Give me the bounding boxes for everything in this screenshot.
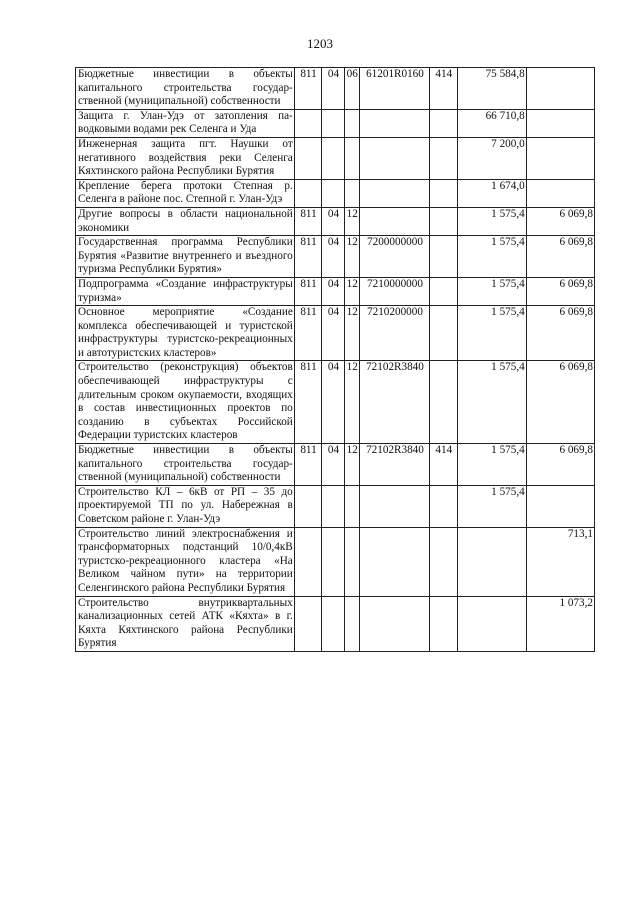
expense-type-code	[430, 485, 457, 527]
subsection-code	[344, 596, 359, 651]
subsection-code	[344, 137, 359, 179]
subsection-code: 06	[344, 68, 359, 110]
amount-year-2: 6 069,8	[526, 277, 594, 305]
expense-type-code	[430, 596, 457, 651]
expense-type-code	[430, 109, 457, 137]
amount-year-2: 6 069,8	[526, 207, 594, 235]
expense-type-code	[430, 179, 457, 207]
section-code: 04	[322, 277, 344, 305]
table-row	[76, 277, 595, 305]
table-row	[76, 596, 595, 651]
expense-type-code: 414	[430, 68, 457, 110]
grbs-code	[294, 109, 321, 137]
budget-table	[75, 67, 595, 652]
table-row	[76, 306, 595, 361]
target-article-code	[359, 109, 429, 137]
subsection-code	[344, 109, 359, 137]
target-article-code	[359, 527, 429, 596]
section-code	[322, 137, 344, 179]
target-article-code: 7210000000	[359, 277, 429, 305]
amount-year-1: 1 575,4	[457, 236, 526, 278]
target-article-code: 61201R0160	[359, 68, 429, 110]
grbs-code: 811	[294, 444, 321, 486]
section-code: 04	[322, 444, 344, 486]
amount-year-1	[457, 527, 526, 596]
amount-year-2	[526, 68, 594, 110]
expense-type-code	[430, 277, 457, 305]
item-name: Подпрограмма «Создание инфраструктуры туризма»	[76, 277, 295, 305]
expense-type-code	[430, 236, 457, 278]
expense-type-code	[430, 361, 457, 444]
grbs-code	[294, 527, 321, 596]
amount-year-1: 1 575,4	[457, 306, 526, 361]
amount-year-1: 7 200,0	[457, 137, 526, 179]
grbs-code: 811	[294, 68, 321, 110]
item-name: Бюджетные инвестиции в объекты капитального строительства государственной (муниципальной) собственности	[76, 68, 295, 110]
target-article-code: 7200000000	[359, 236, 429, 278]
target-article-code	[359, 137, 429, 179]
grbs-code: 811	[294, 361, 321, 444]
amount-year-2	[526, 179, 594, 207]
amount-year-2: 6 069,8	[526, 444, 594, 486]
page-number: 1203	[307, 36, 333, 51]
section-code: 04	[322, 236, 344, 278]
item-name: Крепление берега протоки Степная р. Селенга в районе пос. Степной г. Улан-Удэ	[76, 179, 295, 207]
item-name: Государственная программа Республики Бурятия «Развитие внутреннего и въездного туризма Республики Бурятия»	[76, 236, 295, 278]
amount-year-2: 713,1	[526, 527, 594, 596]
table-row	[76, 236, 595, 278]
table-row	[76, 485, 595, 527]
grbs-code: 811	[294, 306, 321, 361]
subsection-code: 12	[344, 444, 359, 486]
section-code	[322, 109, 344, 137]
amount-year-1	[457, 596, 526, 651]
section-code: 04	[322, 68, 344, 110]
section-code	[322, 527, 344, 596]
amount-year-2	[526, 109, 594, 137]
amount-year-2: 6 069,8	[526, 361, 594, 444]
subsection-code: 12	[344, 277, 359, 305]
expense-type-code: 414	[430, 444, 457, 486]
amount-year-1: 75 584,8	[457, 68, 526, 110]
section-code: 04	[322, 306, 344, 361]
amount-year-2	[526, 137, 594, 179]
item-name: Защита г. Улан-Удэ от затопления паводковыми водами рек Селенга и Уда	[76, 109, 295, 137]
subsection-code: 12	[344, 306, 359, 361]
item-name: Строительство линий электроснабжения и трансформаторных подстанций 10/0,4кВ туристско-рекреационного кластера «На Великом чайном пути» на территории Селенгинского района Республики Бурятия	[76, 527, 295, 596]
subsection-code: 12	[344, 236, 359, 278]
grbs-code	[294, 179, 321, 207]
amount-year-2: 6 069,8	[526, 306, 594, 361]
amount-year-1: 1 674,0	[457, 179, 526, 207]
section-code	[322, 485, 344, 527]
item-name: Бюджетные инвестиции в объекты капитального строительства государственной (муниципальной) собственности	[76, 444, 295, 486]
amount-year-2: 6 069,8	[526, 236, 594, 278]
target-article-code	[359, 485, 429, 527]
subsection-code: 12	[344, 207, 359, 235]
item-name: Строительство (реконструкция) объектов обеспечивающей инфраструктуры с длительным сроком окупаемости, входящих в состав инвестиционных проектов по созданию в субъектах Российской Федерации туристских кластеров	[76, 361, 295, 444]
target-article-code: 72102R3840	[359, 444, 429, 486]
table-row	[76, 179, 595, 207]
item-name: Строительство внутриквартальных канализационных сетей АТК «Кяхта» в г. Кяхта Кяхтинского района Республики Бурятия	[76, 596, 295, 651]
amount-year-1: 1 575,4	[457, 277, 526, 305]
expense-type-code	[430, 527, 457, 596]
target-article-code: 7210200000	[359, 306, 429, 361]
amount-year-1: 1 575,4	[457, 485, 526, 527]
section-code: 04	[322, 361, 344, 444]
expense-type-code	[430, 137, 457, 179]
expense-type-code	[430, 207, 457, 235]
target-article-code	[359, 179, 429, 207]
amount-year-2: 1 073,2	[526, 596, 594, 651]
amount-year-1: 1 575,4	[457, 444, 526, 486]
section-code: 04	[322, 207, 344, 235]
target-article-code: 72102R3840	[359, 361, 429, 444]
grbs-code	[294, 596, 321, 651]
target-article-code	[359, 596, 429, 651]
grbs-code: 811	[294, 207, 321, 235]
subsection-code: 12	[344, 361, 359, 444]
table-row	[76, 137, 595, 179]
subsection-code	[344, 179, 359, 207]
expense-type-code	[430, 306, 457, 361]
amount-year-2	[526, 485, 594, 527]
grbs-code	[294, 485, 321, 527]
subsection-code	[344, 527, 359, 596]
target-article-code	[359, 207, 429, 235]
item-name: Основное мероприятие «Создание комплекса обеспечивающей и туристской инфраструктуры туристско-рекреационных и автотуристских кластеров»	[76, 306, 295, 361]
table-row	[76, 444, 595, 486]
table-row	[76, 527, 595, 596]
amount-year-1: 66 710,8	[457, 109, 526, 137]
section-code	[322, 179, 344, 207]
item-name: Другие вопросы в области национальной экономики	[76, 207, 295, 235]
section-code	[322, 596, 344, 651]
grbs-code	[294, 137, 321, 179]
amount-year-1: 1 575,4	[457, 207, 526, 235]
table-row	[76, 361, 595, 444]
table-row	[76, 109, 595, 137]
grbs-code: 811	[294, 277, 321, 305]
subsection-code	[344, 485, 359, 527]
item-name: Инженерная защита пгт. Наушки от негативного воздействия реки Селенга Кяхтинского района Республики Бурятия	[76, 137, 295, 179]
table-row	[76, 68, 595, 110]
grbs-code: 811	[294, 236, 321, 278]
item-name: Строительство КЛ – 6кВ от РП – 35 до проектируемой ТП по ул. Набережная в Советском районе г. Улан-Удэ	[76, 485, 295, 527]
amount-year-1: 1 575,4	[457, 361, 526, 444]
table-row	[76, 207, 595, 235]
